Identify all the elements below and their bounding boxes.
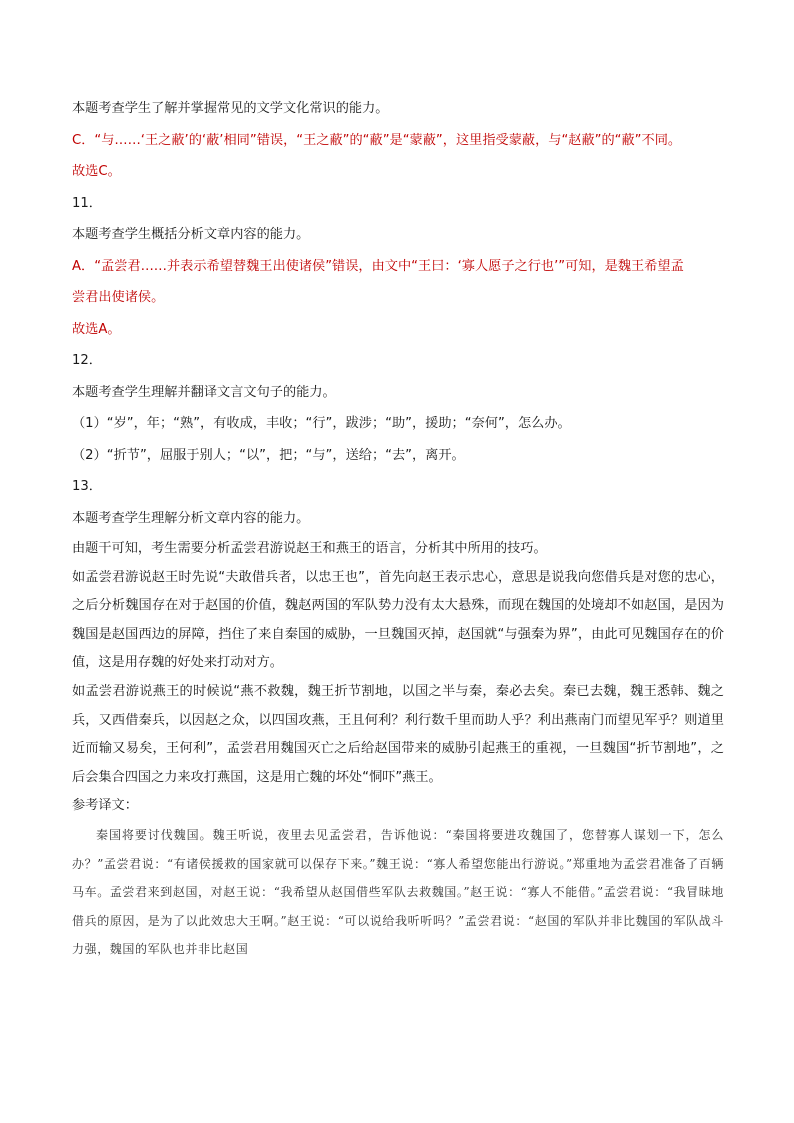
question-number-11: 11． <box>72 195 102 211</box>
document-page <box>72 100 724 964</box>
answer-c-explanation: C．“与……‘王之蔽’的‘蔽’相同”错误，“王之蔽”的“蔽”是“蒙蔽”，这里指受蒙蔽，与“赵蔽”的“蔽”不同。 <box>72 132 682 148</box>
reference-translation-text: 秦国将要讨伐魏国。魏王听说，夜里去见孟尝君，告诉他说：“秦国将要进攻魏国了，您替寡人谋划一下，怎么办？”孟尝君说：“有诸侯援救的国家就可以保存下来。”魏王说：“寡人希望您能出行游说。”郑重地为孟尝君准备了百辆马车。孟尝君来到赵国，对赵王说：“我希望从赵国借些军队去救魏国。”赵王说：“寡人不能借。”孟尝君说：“我冒昧地借兵的原因，是为了以此效忠大王啊。”赵王说：“可以说给我听听吗？”孟尝君说：“赵国的军队并非比魏国的军队战斗力强，魏国的军队也并非比赵国 <box>72 827 724 957</box>
q12-item-1: （1）“岁”，年；“熟”，有收成，丰收；“行”，跋涉；“助”，援助；“奈何”，怎么办。 <box>72 416 571 431</box>
answer-choice-a: 故选A。 <box>72 321 121 337</box>
reference-translation-label: 参考译文： <box>72 798 138 814</box>
analysis-paragraph-2: 如孟尝君游说燕王的时候说“燕不救魏，魏王折节割地，以国之半与秦，秦必去矣。秦已去魏，魏王悉韩、魏之兵，又西借秦兵，以因赵之众，以四国攻燕，王且何利？利行数千里而助人乎？利出燕南门而望见军乎？则道里近而输又易矣，王何利”，孟尝君用魏国灭亡之后给赵国带来的威胁引起燕王的重视，一旦魏国“折节割地”，之后会集合四国之力来攻打燕国，这是用亡魏的坏处“恫吓”燕王。 <box>72 683 724 785</box>
q12-intro-line: 本题考查学生理解并翻译文言文句子的能力。 <box>72 384 336 400</box>
q13-intro-line: 本题考查学生理解分析文章内容的能力。 <box>72 510 310 526</box>
analysis-intro: 由题干可知，考生需要分析孟尝君游说赵王和燕王的语言，分析其中所用的技巧。 <box>72 541 547 556</box>
answer-choice-c: 故选C。 <box>72 164 121 179</box>
question-number-12: 12． <box>72 353 102 368</box>
analysis-paragraph-1: 如孟尝君游说赵王时先说“夫敢借兵者，以忠王也”，首先向赵王表示忠心，意思是说我向您借兵是对您的忠心，之后分析魏国存在对于赵国的价值，魏赵两国的军队势力没有太大悬殊，而现在魏国的处境却不如赵国，是因为魏国是赵国西边的屏障，挡住了来自秦国的威胁，一旦魏国灭掉，赵国就“与强秦为界”，由此可见魏国存在的价值，这是用存魏的好处来打动对方。 <box>72 569 724 671</box>
answer-a-explanation: A．“孟尝君……并表示希望替魏王出使诸侯”错误，由文中“王曰：‘寡人愿子之行也’”可知，是魏王希望孟 <box>72 258 684 274</box>
question-number-13: 13． <box>72 479 102 494</box>
knowledge-intro-line: 本题考查学生了解并掌握常见的文学文化常识的能力。 <box>72 101 389 116</box>
q11-intro-line: 本题考查学生概括分析文章内容的能力。 <box>72 227 310 242</box>
q12-item-2: （2）“折节”，屈服于别人；“以”，把；“与”，送给；“去”，离开。 <box>72 447 465 463</box>
answer-a-explanation-cont: 尝君出使诸侯。 <box>72 290 165 305</box>
